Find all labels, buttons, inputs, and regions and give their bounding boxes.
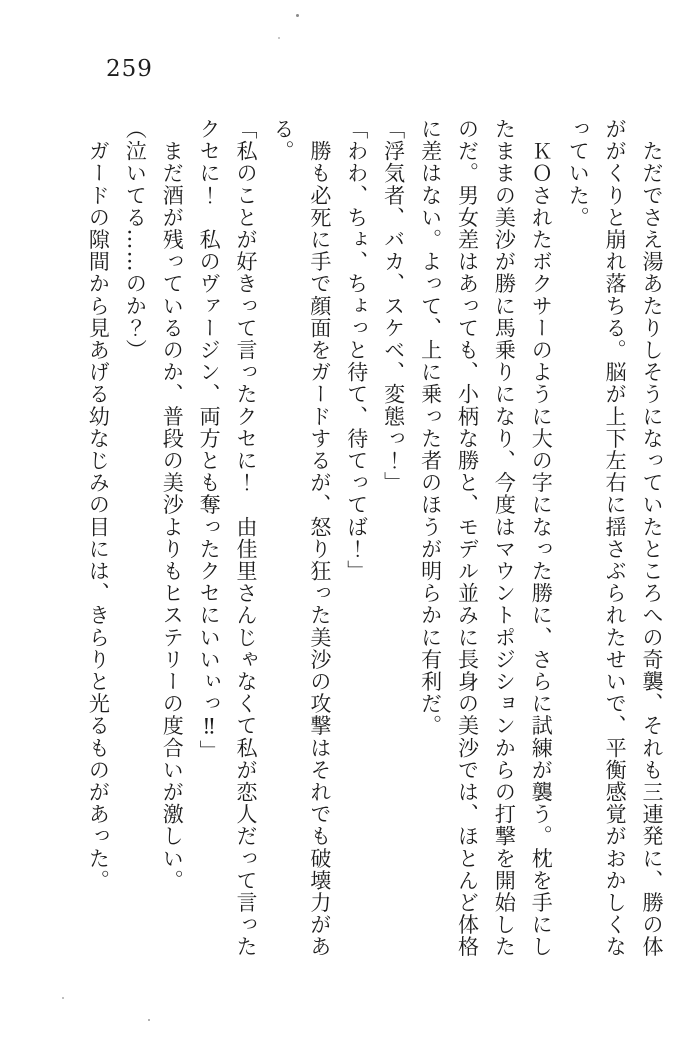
text-line: る。 xyxy=(270,118,295,163)
text-line: （泣いてる……のか？） xyxy=(123,118,148,362)
text-line: ががくりと崩れ落ちる。脳が上下左右に揺さぶられたせいで、平衡感覚がおかしくな xyxy=(603,118,628,958)
text-line: のだ。男女差はあっても、小柄な勝と、モデル並みに長身の美沙では、ほとんど体格 xyxy=(455,118,480,958)
text-line: ただでさえ湯あたりしそうになっていたところへの奇襲、それも三連発に、勝の体 xyxy=(640,118,664,958)
vertical-text-block xyxy=(80,118,671,960)
print-speck xyxy=(278,37,280,39)
text-line: ＫＯされたボクサーのように大の字になった勝に、さらに試練が襲う。枕を手にし xyxy=(529,118,554,958)
text-line: 勝も必死に手で顔面をガードするが、怒り狂った美沙の攻撃はそれでも破壊力があ xyxy=(307,118,332,958)
text-line: まだ酒が残っているのか、普段の美沙よりもヒステリーの度合いが激しい。 xyxy=(160,118,185,892)
page-number: 259 xyxy=(106,56,153,82)
print-speck xyxy=(296,14,299,17)
print-speck xyxy=(62,997,64,999)
text-line: ガードの隙間から見あげる幼なじみの目には、きらりと光るものがあった。 xyxy=(86,118,111,892)
text-line: 「わわ、ちょ、ちょっと待て、待てってば！」 xyxy=(344,118,369,583)
text-line: っていた。 xyxy=(566,118,591,229)
text-line: たままの美沙が勝に馬乗りになり、今度はマウントポジションからの打撃を開始した xyxy=(492,118,517,958)
text-line: 「私のことが好きって言ったクセに！ 由佳里さんじゃなくて私が恋人だって言った xyxy=(234,118,259,958)
text-line: に差はない。よって、上に乗った者のほうが明らかに有利だ。 xyxy=(418,118,443,737)
text-line: 「浮気者、バカ、スケベ、変態っ！」 xyxy=(381,118,406,494)
print-speck xyxy=(148,1019,150,1021)
text-line: クセに！ 私のヴァージン、両方とも奪ったクセにいいぃっ‼」 xyxy=(197,118,222,762)
